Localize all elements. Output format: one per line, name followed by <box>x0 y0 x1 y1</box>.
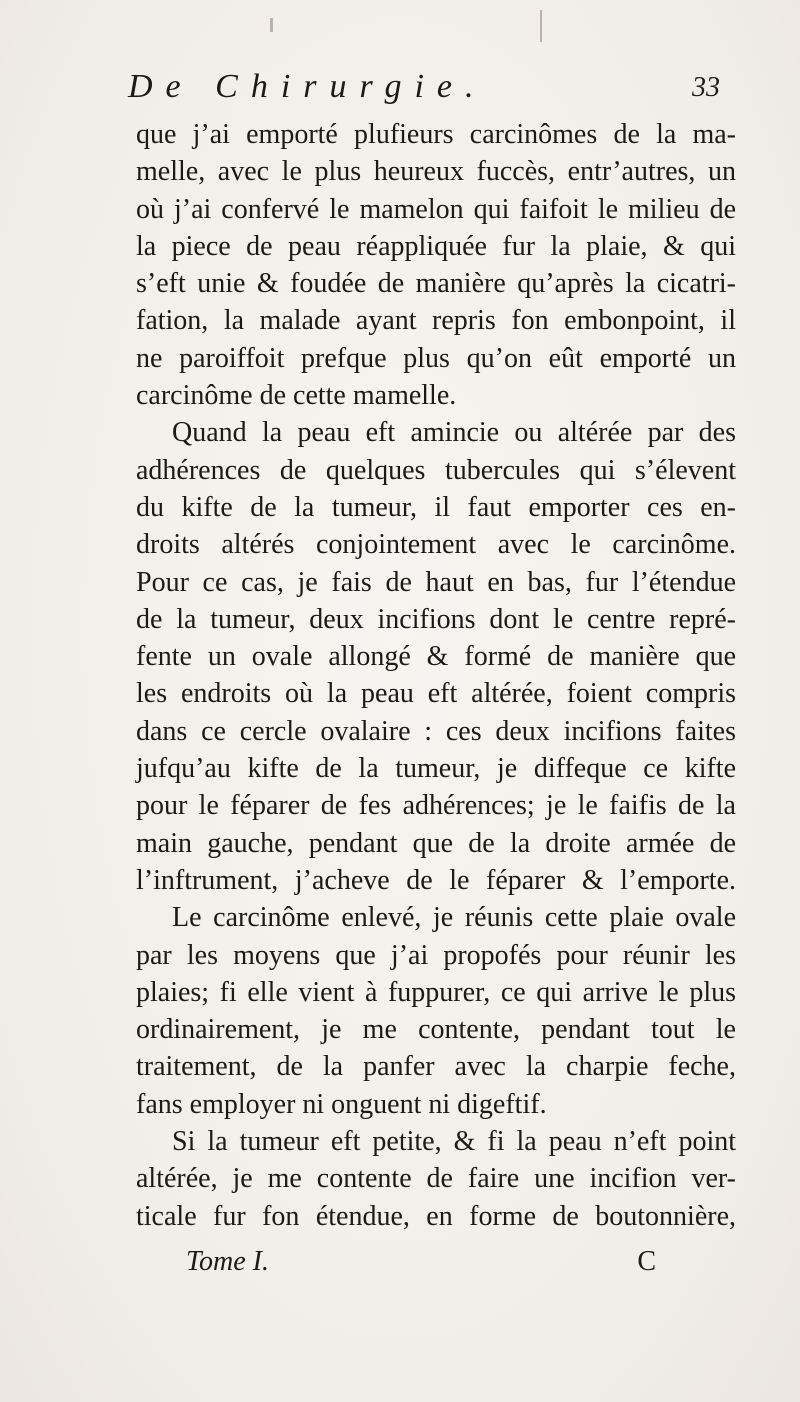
ink-speck <box>270 18 273 32</box>
text-line: du kifte de la tumeur, il faut emporter ces en- <box>136 491 736 523</box>
paragraph-start-line: Le carcinôme enlevé, je réunis cette plaie ovale <box>172 902 736 934</box>
text-line: par les moyens que j’ai propofés pour réunir les <box>136 939 736 971</box>
signature-mark: C <box>637 1246 656 1277</box>
text-line: traitement, de la panfer avec la charpie feche, <box>136 1051 736 1083</box>
volume-label: Tome I. <box>186 1246 269 1277</box>
text-line: l’inftrument, j’acheve de le féparer & l’emporte. <box>136 864 736 896</box>
paragraph-start-line: Quand la peau eft amincie ou altérée par des <box>172 417 736 449</box>
text-line: jufqu’au kifte de la tumeur, je diffeque ce kifte <box>136 753 736 785</box>
text-line: que j’ai emporté plufieurs carcinômes de la ma- <box>136 119 736 150</box>
text-line: fation, la malade ayant repris fon embonpoint, il <box>136 305 736 337</box>
text-line: carcinôme de cette mamelle. <box>136 380 457 412</box>
text-line: s’eft unie & foudée de manière qu’après la cicatri- <box>136 268 736 300</box>
text-line: altérée, je me contente de faire une incifion ver- <box>136 1163 736 1195</box>
text-line: droits altérés conjointement avec le carcinôme. <box>136 529 736 561</box>
text-line: Pour ce cas, je fais de haut en bas, fur l’étendue <box>136 566 736 598</box>
text-line: pour le féparer de fes adhérences; je le faifis de la <box>136 790 736 822</box>
text-line: de la tumeur, deux incifions dont le centre repré- <box>136 603 736 635</box>
text-line: où j’ai confervé le mamelon qui faifoit le milieu de <box>136 193 736 225</box>
page-header <box>120 68 720 112</box>
text-line: ne paroiffoit prefque plus qu’on eût emporté un <box>136 342 736 374</box>
text-line: melle, avec le plus heureux fuccès, entr’autres, un <box>136 156 736 188</box>
text-line: dans ce cercle ovalaire : ces deux incifions faites <box>136 715 736 747</box>
text-line: ordinairement, je me contente, pendant tout le <box>136 1014 736 1046</box>
text-line: fans employer ni onguent ni digeftif. <box>136 1088 547 1120</box>
ink-speck <box>540 10 542 42</box>
page-number: 33 <box>692 72 720 103</box>
text-line: plaies; fi elle vient à fuppurer, ce qui arrive le plus <box>136 976 736 1008</box>
text-line: main gauche, pendant que de la droite armée de <box>136 827 736 859</box>
paragraph-start-line: Si la tumeur eft petite, & fi la peau n’eft point <box>172 1126 736 1158</box>
body-text <box>136 116 736 1235</box>
text-line: la piece de peau réappliquée fur la plaie, & qui <box>136 230 736 262</box>
text-line: les endroits où la peau eft altérée, foient compris <box>136 678 736 710</box>
text-line: fente un ovale allongé & formé de manière que <box>136 641 736 673</box>
page-footer <box>136 1246 656 1286</box>
text-line: ticale fur fon étendue, en forme de boutonnière, <box>136 1200 736 1232</box>
text-line: adhérences de quelques tubercules qui s’élevent <box>136 454 736 486</box>
running-title: De Chirurgie. <box>128 68 487 105</box>
